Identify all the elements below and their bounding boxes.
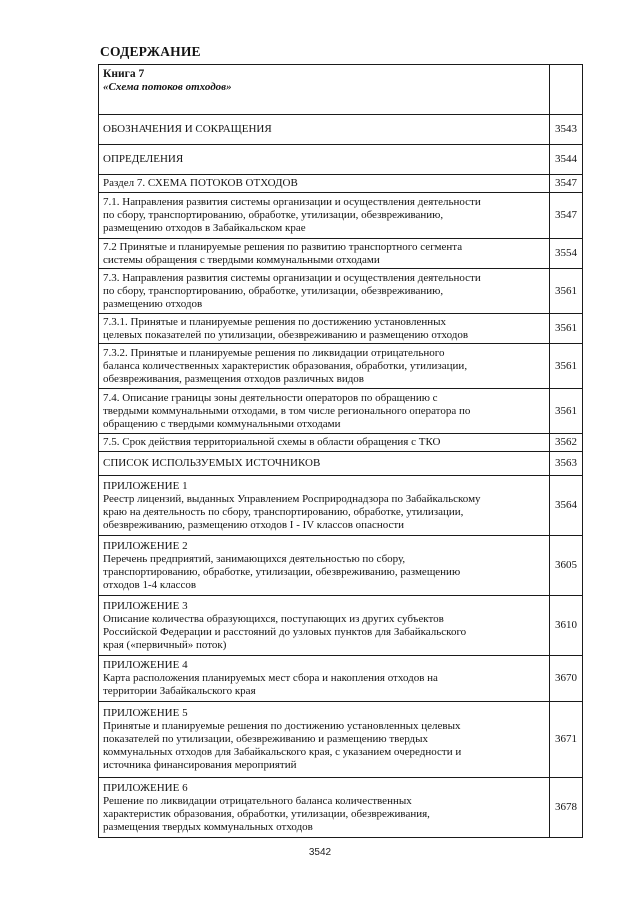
toc-entry-page: 3561 [550,344,583,389]
toc-entry-line: 7.3. Направления развития системы организации и осуществления деятельности [103,271,481,284]
toc-entry-title [99,193,550,239]
toc-row [99,778,583,838]
toc-row [99,596,583,656]
toc-entry-line: ОПРЕДЕЛЕНИЯ [103,153,184,165]
appendix-label: ПРИЛОЖЕНИЕ 2 [103,539,188,552]
toc-row [99,269,583,314]
toc-entry-title [99,702,550,778]
toc-entry-line: 7.3.2. Принятые и планируемые решения по ликвидации отрицательного [103,346,445,359]
toc-entry-line: показателей по утилизации, обезвреживанию и размещению твердых [103,733,429,745]
toc-entry-line: характеристик образования, обработки, утилизации, обезвреживания, [103,807,430,820]
toc-entry-line: Перечень предприятий, занимающихся деятельностью по сбору, [103,552,406,565]
toc-entry-title [99,596,550,656]
toc-entry-title [99,269,550,314]
toc-entry-title [99,434,550,452]
toc-row [99,702,583,778]
book-row [99,65,583,115]
toc-entry-line: 7.2 Принятые и планируемые решения по развитию транспортного сегмента [103,240,463,253]
toc-entry-line: баланса количественных характеристик образования, обработки, утилизации, [103,359,468,372]
toc-entry-line: размещению отходов [103,297,203,310]
contents-heading: СОДЕРЖАНИЕ [100,44,201,59]
toc-entry-line: Российской Федерации и расстояний до узловых пунктов для Забайкальского [103,625,467,638]
toc-entry-page: 3563 [550,452,583,476]
toc-entry-page: 3554 [550,239,583,269]
appendix-label: ПРИЛОЖЕНИЕ 5 [103,707,188,719]
book-page-cell [550,65,583,115]
toc-entry-line: 7.5. Срок действия территориальной схемы в области обращения с ТКО [103,436,441,448]
toc-entry-page: 3562 [550,434,583,452]
toc-entry-line: ОБОЗНАЧЕНИЯ И СОКРАЩЕНИЯ [103,123,272,135]
toc-entry-line: твердыми коммунальными отходами, в том числе регионального оператора по [103,404,471,417]
toc-entry-page: 3544 [550,145,583,175]
toc-entry-line: Описание количества образующихся, поступающих из других субъектов [103,612,444,625]
toc-entry-line: размещению отходов в Забайкальском крае [103,222,306,234]
toc-entry-line: обезвреживания, размещения отходов различных видов [103,372,364,385]
toc-entry-title [99,778,550,838]
toc-row [99,434,583,452]
toc-entry-line: Реестр лицензий, выданных Управлением Росприроднадзора по Забайкальскому [103,492,481,505]
toc-entry-line: размещения твердых коммунальных отходов [103,820,313,833]
toc-entry-page: 3678 [550,778,583,838]
toc-entry-page: 3671 [550,702,583,778]
toc-entry-title [99,115,550,145]
toc-entry-line: обезвреживанию, размещению отходов I - IV классов опасности [103,518,405,531]
toc-entry-title [99,536,550,596]
toc-entry-line: целевых показателей по утилизации, обезвреживанию и размещению отходов [103,328,469,341]
toc-entry-line: коммунальных отходов для Забайкальского края, с указанием очередности и [103,746,462,758]
toc-row [99,239,583,269]
toc-entry-line: 7.1. Направления развития системы организации и осуществления деятельности [103,196,481,208]
appendix-label: ПРИЛОЖЕНИЕ 1 [103,479,188,492]
toc-entry-page: 3547 [550,175,583,193]
toc-entry-line: отходов 1-4 классов [103,578,197,591]
toc-entry-title [99,145,550,175]
toc-entry-page: 3543 [550,115,583,145]
toc-entry-page: 3561 [550,314,583,344]
appendix-label: ПРИЛОЖЕНИЕ 3 [103,599,188,612]
toc-entry-line: Решение по ликвидации отрицательного баланса количественных [103,794,412,807]
toc-entry-line: края («первичный» поток) [103,638,227,651]
toc-entry-title [99,476,550,536]
contents-table [98,64,583,838]
book-title: Книга 7 [103,68,145,80]
toc-row [99,115,583,145]
toc-entry-line: Карта расположения планируемых мест сбора и накопления отходов на [103,672,438,684]
toc-entry-title [99,452,550,476]
toc-row [99,389,583,434]
appendix-label: ПРИЛОЖЕНИЕ 6 [103,781,188,794]
toc-entry-page: 3605 [550,536,583,596]
toc-entry-line: обращению с твердыми коммунальными отходами [103,417,341,430]
toc-entry-title [99,175,550,193]
toc-entry-line: источника финансирования мероприятий [103,759,297,771]
appendix-label: ПРИЛОЖЕНИЕ 4 [103,659,188,671]
toc-entry-title [99,344,550,389]
toc-row [99,193,583,239]
toc-entry-line: по сбору, транспортированию, обработке, утилизации, обезвреживанию, [103,209,444,221]
toc-entry-line: по сбору, транспортированию, обработке, утилизации, обезвреживанию, [103,284,444,297]
toc-entry-line: территории Забайкальского края [103,685,256,697]
toc-row [99,656,583,702]
toc-entry-title [99,656,550,702]
toc-entry-line: транспортированию, обработке, утилизации, обезвреживанию, размещению [103,565,461,578]
toc-entry-page: 3547 [550,193,583,239]
toc-entry-line: 7.3.1. Принятые и планируемые решения по достижению установленных [103,315,447,328]
toc-row [99,452,583,476]
toc-entry-line: СПИСОК ИСПОЛЬЗУЕМЫХ ИСТОЧНИКОВ [103,457,321,469]
toc-entry-title [99,314,550,344]
toc-entry-page: 3561 [550,269,583,314]
toc-entry-title [99,239,550,269]
book-cell [99,65,550,115]
toc-entry-line: краю на деятельность по сбору, транспортированию, обработке, утилизации, [103,505,464,518]
toc-entry-page: 3670 [550,656,583,702]
toc-row [99,175,583,193]
page-number: 3542 [308,847,332,858]
toc-entry-line: Принятые и планируемые решения по достижению установленных целевых [103,720,461,732]
toc-entry-line: 7.4. Описание границы зоны деятельности операторов по обращению с [103,391,438,404]
toc-entry-line: Раздел 7. СХЕМА ПОТОКОВ ОТХОДОВ [103,177,298,189]
toc-row [99,145,583,175]
toc-entry-page: 3561 [550,389,583,434]
book-subtitle: «Схема потоков отходов» [103,81,232,93]
toc-entry-title [99,389,550,434]
toc-entry-line: системы обращения с твердыми коммунальными отходами [103,253,380,266]
toc-entry-page: 3564 [550,476,583,536]
toc-row [99,314,583,344]
toc-entry-page: 3610 [550,596,583,656]
toc-row [99,476,583,536]
toc-row [99,344,583,389]
toc-row [99,536,583,596]
